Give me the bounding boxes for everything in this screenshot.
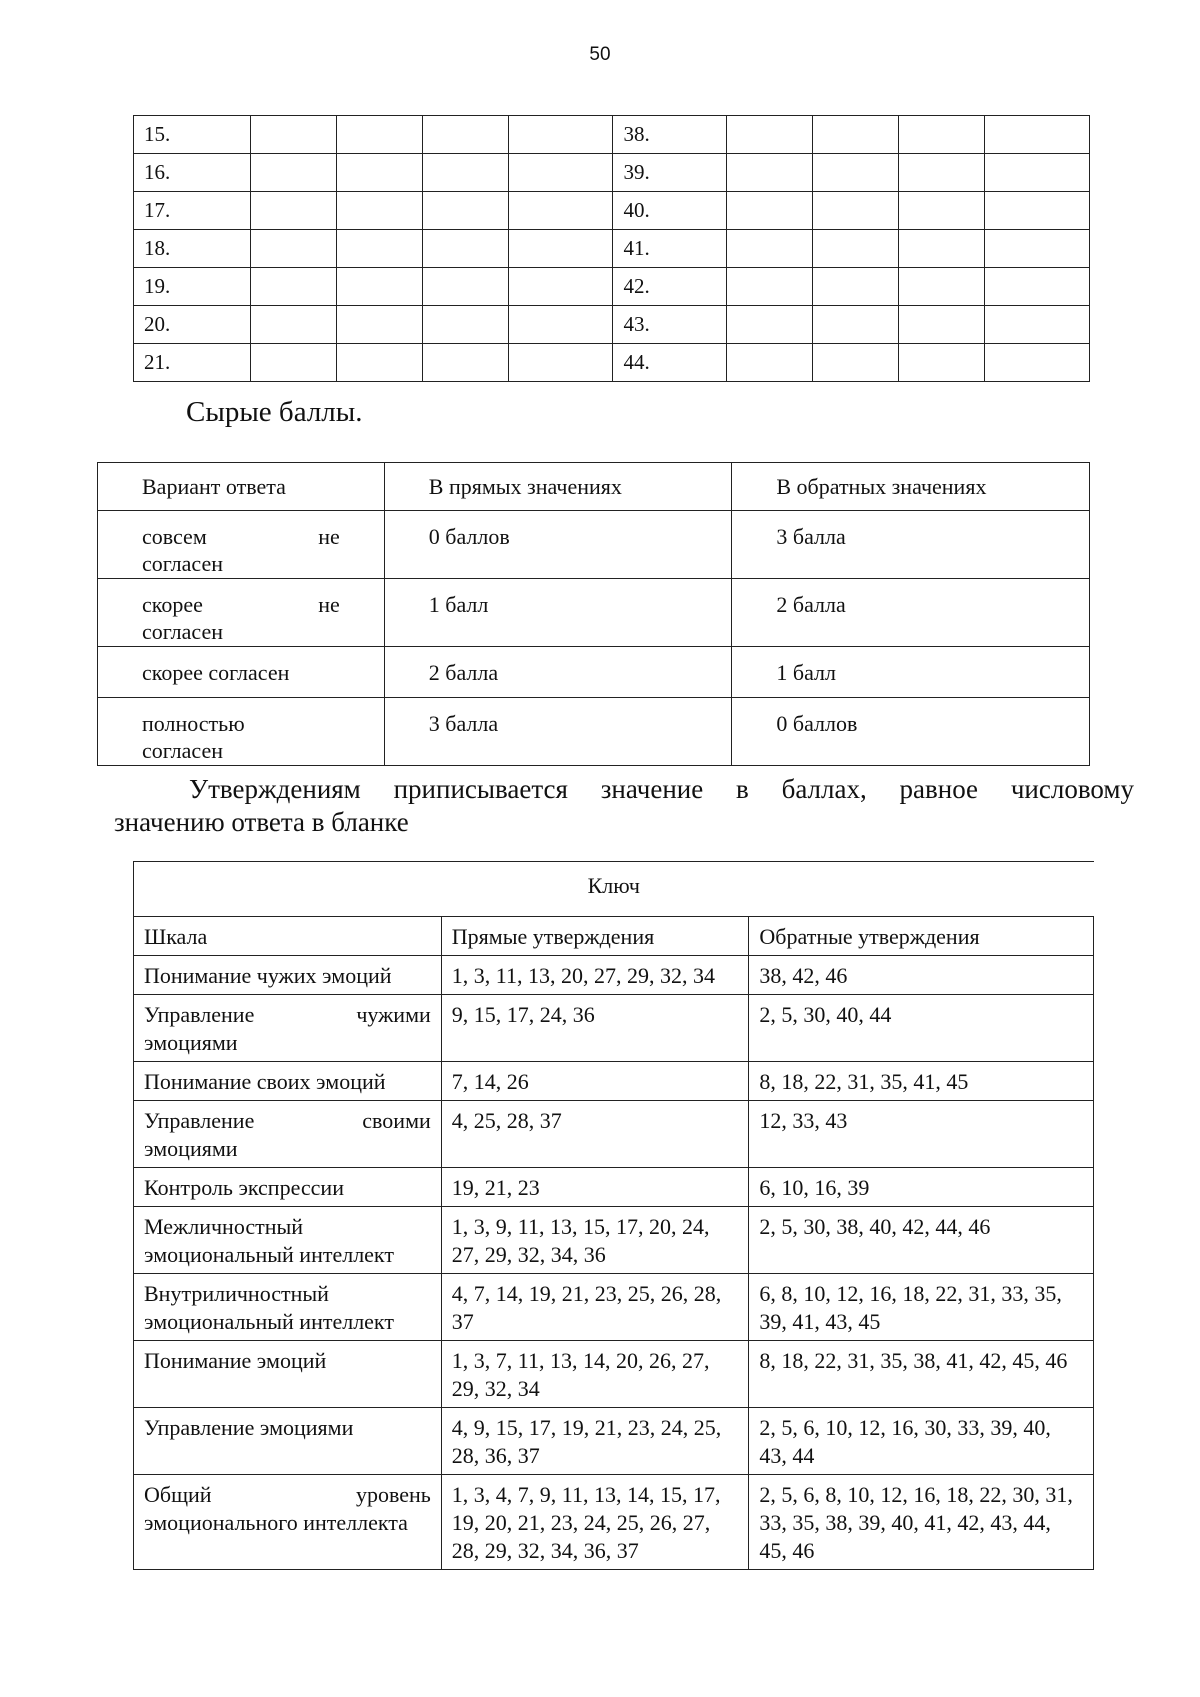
direct-statements-cell: 19, 21, 23 <box>441 1168 749 1207</box>
reverse-cell: 3 балла <box>732 511 1090 579</box>
item-number: 44. <box>613 344 727 382</box>
answer-cell-empty <box>727 306 813 344</box>
raw-scores-row <box>98 579 1090 647</box>
answer-cell-empty <box>727 154 813 192</box>
key-row <box>134 1062 1094 1101</box>
answer-cell-empty <box>813 192 899 230</box>
header-scale: Шкала <box>134 917 442 956</box>
answer-cell-empty <box>899 230 985 268</box>
item-number: 18. <box>134 230 251 268</box>
direct-statements-cell: 4, 25, 28, 37 <box>441 1101 749 1168</box>
direct-cell: 1 балл <box>384 579 732 647</box>
item-number: 40. <box>613 192 727 230</box>
direct-statements-cell: 9, 15, 17, 24, 36 <box>441 995 749 1062</box>
item-number: 19. <box>134 268 251 306</box>
scoring-paragraph <box>114 773 1134 839</box>
key-table <box>133 861 1094 1570</box>
answer-cell-empty <box>985 192 1090 230</box>
direct-statements-cell: 4, 9, 15, 17, 19, 21, 23, 24, 25, 28, 36, 37 <box>441 1408 749 1475</box>
answer-cell-empty <box>727 116 813 154</box>
scale-cell <box>134 1475 442 1570</box>
answer-cell-empty <box>899 192 985 230</box>
paragraph-word: равное <box>899 774 979 804</box>
answer-cell-empty <box>508 192 613 230</box>
answer-cell-empty <box>813 306 899 344</box>
item-number: 16. <box>134 154 251 192</box>
key-row <box>134 1408 1094 1475</box>
raw-scores-header-row <box>98 463 1090 511</box>
direct-cell: 2 балла <box>384 647 732 698</box>
answer-cell-empty <box>250 154 336 192</box>
scale-word: Общий <box>144 1482 212 1507</box>
reverse-statements-cell: 38, 42, 46 <box>749 956 1094 995</box>
answer-cell-empty <box>813 344 899 382</box>
reverse-statements-cell: 12, 33, 43 <box>749 1101 1094 1168</box>
header-reverse-statements: Обратные утверждения <box>749 917 1094 956</box>
answer-word: не <box>318 524 340 549</box>
answer-cell-empty <box>985 230 1090 268</box>
key-row <box>134 1475 1094 1570</box>
item-number: 17. <box>134 192 251 230</box>
key-title-row <box>134 862 1094 917</box>
answer-cell-empty <box>985 116 1090 154</box>
answer-cell-empty <box>422 344 508 382</box>
answer-word: полностью <box>142 711 245 736</box>
item-number: 21. <box>134 344 251 382</box>
scale-word: уровень <box>355 1482 431 1507</box>
item-number: 20. <box>134 306 251 344</box>
answer-cell-empty <box>422 306 508 344</box>
paragraph-word: баллах, <box>781 774 867 804</box>
answer-cell-empty <box>422 116 508 154</box>
answer-word: не <box>318 592 340 617</box>
key-row <box>134 1168 1094 1207</box>
scale-cell: Понимание чужих эмоций <box>134 956 442 995</box>
answer-cell-empty <box>899 268 985 306</box>
answer-cell-empty <box>336 306 422 344</box>
key-row <box>134 1274 1094 1341</box>
scale-cell: Внутриличностный эмоциональный интеллект <box>134 1274 442 1341</box>
answer-cell-empty <box>727 344 813 382</box>
scale-cell <box>134 995 442 1062</box>
raw-scores-row <box>98 647 1090 698</box>
answer-cell-empty <box>985 306 1090 344</box>
scale-word: чужими <box>356 1002 431 1027</box>
answer-grid-row <box>134 306 1090 344</box>
direct-statements-cell: 1, 3, 4, 7, 9, 11, 13, 14, 15, 17, 19, 20, 21, 23, 24, 25, 26, 27, 28, 29, 32, 34, 36, 37 <box>441 1475 749 1570</box>
answer-grid-row <box>134 268 1090 306</box>
key-title: Ключ <box>134 862 1094 917</box>
answer-cell-empty <box>899 344 985 382</box>
scale-word: эмоциями <box>144 1030 238 1055</box>
raw-scores-heading: Сырые баллы. <box>186 396 363 428</box>
scale-word: своими <box>362 1108 431 1133</box>
answer-word: согласен <box>142 738 223 763</box>
answer-cell-empty <box>813 154 899 192</box>
key-row <box>134 1101 1094 1168</box>
scale-cell: Управление эмоциями <box>134 1408 442 1475</box>
answer-cell-empty <box>985 268 1090 306</box>
answer-cell <box>98 511 385 579</box>
reverse-statements-cell: 2, 5, 30, 40, 44 <box>749 995 1094 1062</box>
answer-cell-empty <box>422 154 508 192</box>
answer-cell-empty <box>813 268 899 306</box>
direct-statements-cell: 7, 14, 26 <box>441 1062 749 1101</box>
scale-word: Управление <box>144 1108 255 1133</box>
answer-cell <box>98 698 385 766</box>
reverse-statements-cell: 8, 18, 22, 31, 35, 38, 41, 42, 45, 46 <box>749 1341 1094 1408</box>
answer-cell-empty <box>508 344 613 382</box>
scale-word: эмоционального интеллекта <box>144 1510 408 1535</box>
answer-cell-empty <box>336 116 422 154</box>
answer-cell-empty <box>422 192 508 230</box>
answer-word: согласен <box>142 619 223 644</box>
paragraph-line-1 <box>114 773 1134 806</box>
direct-statements-cell: 1, 3, 7, 11, 13, 14, 20, 26, 27, 29, 32, 34 <box>441 1341 749 1408</box>
answer-cell-empty <box>813 230 899 268</box>
answer-cell-empty <box>727 230 813 268</box>
answer-cell-empty <box>508 230 613 268</box>
direct-cell: 0 баллов <box>384 511 732 579</box>
key-row <box>134 956 1094 995</box>
answer-cell-empty <box>899 306 985 344</box>
answer-cell-empty <box>508 154 613 192</box>
key-header-row <box>134 917 1094 956</box>
answer-cell-empty <box>250 344 336 382</box>
answer-cell: скорее согласен <box>98 647 385 698</box>
paragraph-word: в <box>736 774 749 804</box>
scale-cell <box>134 1101 442 1168</box>
answer-grid-row <box>134 192 1090 230</box>
item-number: 41. <box>613 230 727 268</box>
answer-cell-empty <box>250 230 336 268</box>
paragraph-word: приписывается <box>393 774 568 804</box>
answer-grid-row <box>134 116 1090 154</box>
answer-cell-empty <box>508 268 613 306</box>
item-number: 15. <box>134 116 251 154</box>
paragraph-word: значение <box>600 774 704 804</box>
direct-statements-cell: 1, 3, 11, 13, 20, 27, 29, 32, 34 <box>441 956 749 995</box>
paragraph-word: Утверждениям <box>189 774 361 804</box>
key-row <box>134 995 1094 1062</box>
answer-cell-empty <box>508 116 613 154</box>
direct-cell: 3 балла <box>384 698 732 766</box>
reverse-statements-cell: 8, 18, 22, 31, 35, 41, 45 <box>749 1062 1094 1101</box>
answer-cell-empty <box>336 344 422 382</box>
raw-scores-row <box>98 511 1090 579</box>
direct-statements-cell: 1, 3, 9, 11, 13, 15, 17, 20, 24, 27, 29, 32, 34, 36 <box>441 1207 749 1274</box>
paragraph-word: числовому <box>1010 774 1134 804</box>
raw-scores-table <box>97 462 1090 766</box>
reverse-statements-cell: 2, 5, 30, 38, 40, 42, 44, 46 <box>749 1207 1094 1274</box>
answer-cell-empty <box>336 154 422 192</box>
page-number: 50 <box>589 44 611 65</box>
answer-cell-empty <box>508 306 613 344</box>
answer-cell-empty <box>336 230 422 268</box>
answer-cell-empty <box>813 116 899 154</box>
item-number: 38. <box>613 116 727 154</box>
answer-cell-empty <box>899 154 985 192</box>
answer-cell-empty <box>336 268 422 306</box>
reverse-cell: 0 баллов <box>732 698 1090 766</box>
reverse-cell: 1 балл <box>732 647 1090 698</box>
reverse-statements-cell: 2, 5, 6, 10, 12, 16, 30, 33, 39, 40, 43, 44 <box>749 1408 1094 1475</box>
key-row <box>134 1341 1094 1408</box>
answer-cell <box>98 579 385 647</box>
key-row <box>134 1207 1094 1274</box>
scale-cell: Понимание своих эмоций <box>134 1062 442 1101</box>
answer-grid-table <box>133 115 1090 382</box>
reverse-cell: 2 балла <box>732 579 1090 647</box>
answer-cell-empty <box>727 192 813 230</box>
item-number: 42. <box>613 268 727 306</box>
header-answer: Вариант ответа <box>98 463 385 511</box>
answer-cell-empty <box>422 268 508 306</box>
header-reverse: В обратных значениях <box>732 463 1090 511</box>
header-direct-statements: Прямые утверждения <box>441 917 749 956</box>
item-number: 43. <box>613 306 727 344</box>
scale-word: эмоциями <box>144 1136 238 1161</box>
answer-cell-empty <box>899 116 985 154</box>
answer-cell-empty <box>250 116 336 154</box>
answer-cell-empty <box>250 268 336 306</box>
scale-cell: Понимание эмоций <box>134 1341 442 1408</box>
item-number: 39. <box>613 154 727 192</box>
scale-cell: Контроль экспрессии <box>134 1168 442 1207</box>
paragraph-line-2: значению ответа в бланке <box>114 807 409 837</box>
raw-scores-row <box>98 698 1090 766</box>
answer-cell-empty <box>422 230 508 268</box>
reverse-statements-cell: 6, 8, 10, 12, 16, 18, 22, 31, 33, 35, 39, 41, 43, 45 <box>749 1274 1094 1341</box>
answer-grid-row <box>134 344 1090 382</box>
answer-cell-empty <box>250 306 336 344</box>
answer-cell-empty <box>727 268 813 306</box>
header-direct: В прямых значениях <box>384 463 732 511</box>
answer-cell-empty <box>985 154 1090 192</box>
answer-cell-empty <box>250 192 336 230</box>
reverse-statements-cell: 2, 5, 6, 8, 10, 12, 16, 18, 22, 30, 31, 33, 35, 38, 39, 40, 41, 42, 43, 44, 45, 46 <box>749 1475 1094 1570</box>
scale-word: Управление <box>144 1002 255 1027</box>
scale-cell: Межличностный эмоциональный интеллект <box>134 1207 442 1274</box>
direct-statements-cell: 4, 7, 14, 19, 21, 23, 25, 26, 28, 37 <box>441 1274 749 1341</box>
answer-word: скорее <box>142 592 203 617</box>
answer-word: согласен <box>142 551 223 576</box>
answer-grid-row <box>134 154 1090 192</box>
answer-grid-row <box>134 230 1090 268</box>
reverse-statements-cell: 6, 10, 16, 39 <box>749 1168 1094 1207</box>
answer-cell-empty <box>336 192 422 230</box>
answer-word: совсем <box>142 524 207 549</box>
answer-cell-empty <box>985 344 1090 382</box>
